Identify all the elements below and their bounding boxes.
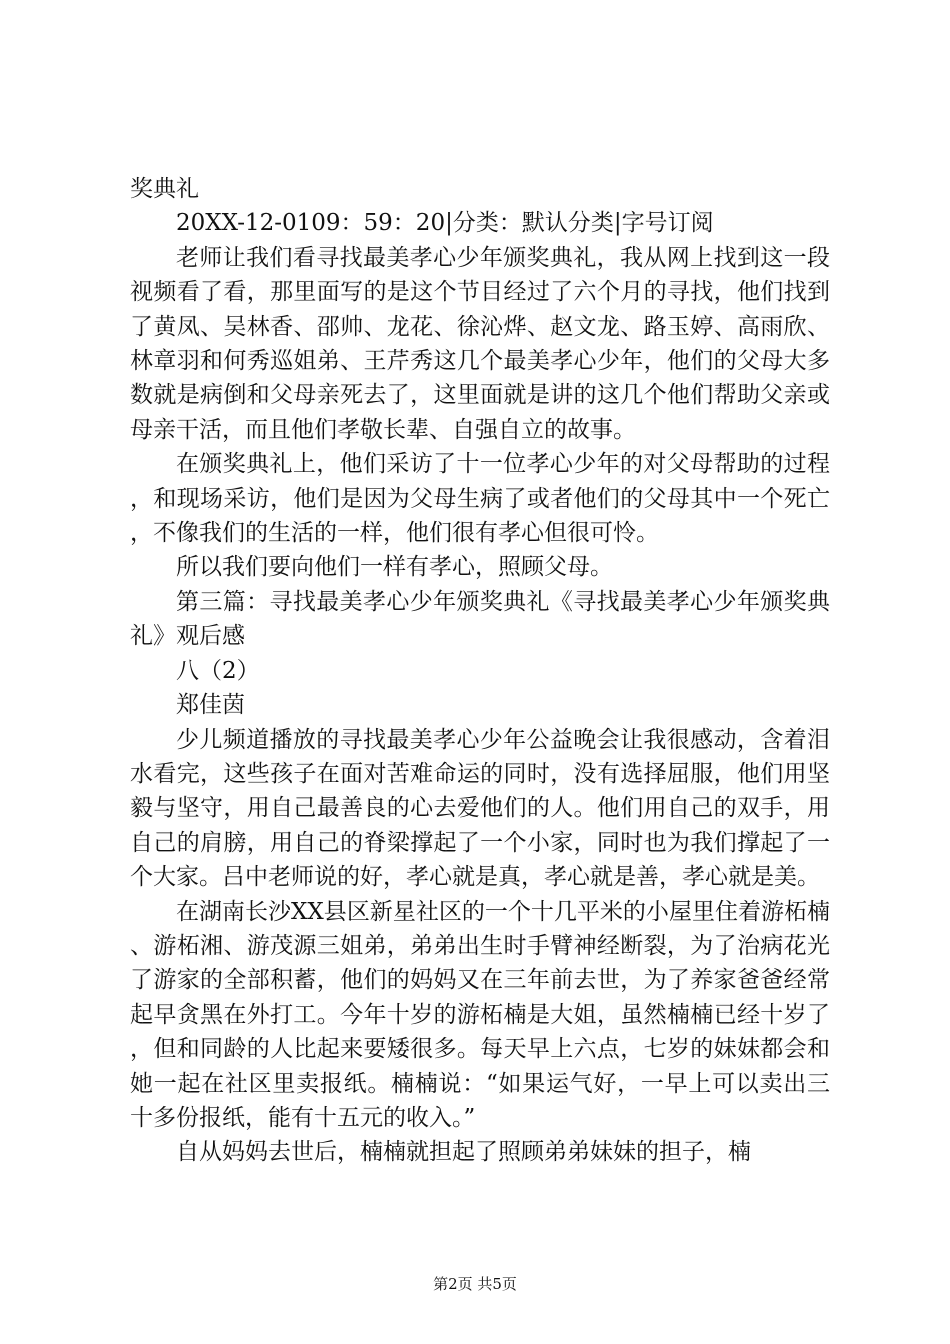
document-body (130, 172, 830, 1170)
paragraph-body: 在湖南长沙XX县区新星社区的一个十几平米的小屋里住着游柘楠、游柘湘、游茂源三姐弟，弟弟出生时手臂神经断裂，为了治病花光了游家的全部积蓄，他们的妈妈又在三年前去世，为了养家爸爸经常起早贪黑在外打工。今年十岁的游柘楠是大姐，虽然楠楠已经十岁了，但和同龄的人比起来要矮很多。每天早上六点，七岁的妹妹都会和她一起在社区里卖报纸。楠楠说：“如果运气好，一早上可以卖出三十多份报纸，能有十五元的收入。” (130, 898, 830, 1131)
paragraph-body: 在颁奖典礼上，他们采访了十一位孝心少年的对父母帮助的过程，和现场采访，他们是因为父母生病了或者他们的父母其中一个死亡，不像我们的生活的一样，他们很有孝心但很可怜。 (130, 451, 830, 547)
paragraph-body: 所以我们要向他们一样有孝心，照顾父母。 (176, 554, 613, 581)
paragraph-body: 老师让我们看寻找最美孝心少年颁奖典礼，我从网上找到这一段视频看了看，那里面写的是这个节目经过了六个月的寻找，他们找到了黄凤、吴林香、邵帅、龙花、徐沁烨、赵文龙、路玉婷、高雨欣、林章羽和何秀巡姐弟、王芹秀这几个最美孝心少年，他们的父母大多数就是病倒和父母亲死去了，这里面就是讲的这几个他们帮助父亲或母亲干活，而且他们孝敬长辈、自强自立的故事。 (130, 244, 830, 443)
author-class: 八（2） (176, 657, 260, 684)
page-number-footer: 第2页 共5页 (433, 1275, 517, 1293)
paragraph-body: 自从妈妈去世后，楠楠就担起了照顾弟弟妹妹的担子，楠 (176, 1139, 751, 1166)
paragraph-body: 少儿频道播放的寻找最美孝心少年公益晚会让我很感动，含着泪水看完，这些孩子在面对苦难命运的同时，没有选择屈服，他们用坚毅与坚守，用自己最善良的心去爱他们的人。他们用自己的双手，用自己的肩膀，用自己的脊梁撑起了一个小家，同时也为我们撑起了一个大家。吕中老师说的好，孝心就是真，孝心就是善，孝心就是美。 (130, 726, 830, 891)
paragraph-title-fragment: 奖典礼 (130, 176, 199, 202)
section-heading: 第三篇：寻找最美孝心少年颁奖典礼《寻找最美孝心少年颁奖典礼》观后感 (130, 588, 830, 650)
author-name: 郑佳茵 (176, 692, 245, 719)
paragraph-timestamp-meta: 20XX-12-0109：59：20|分类：默认分类|字号订阅 (176, 210, 714, 237)
